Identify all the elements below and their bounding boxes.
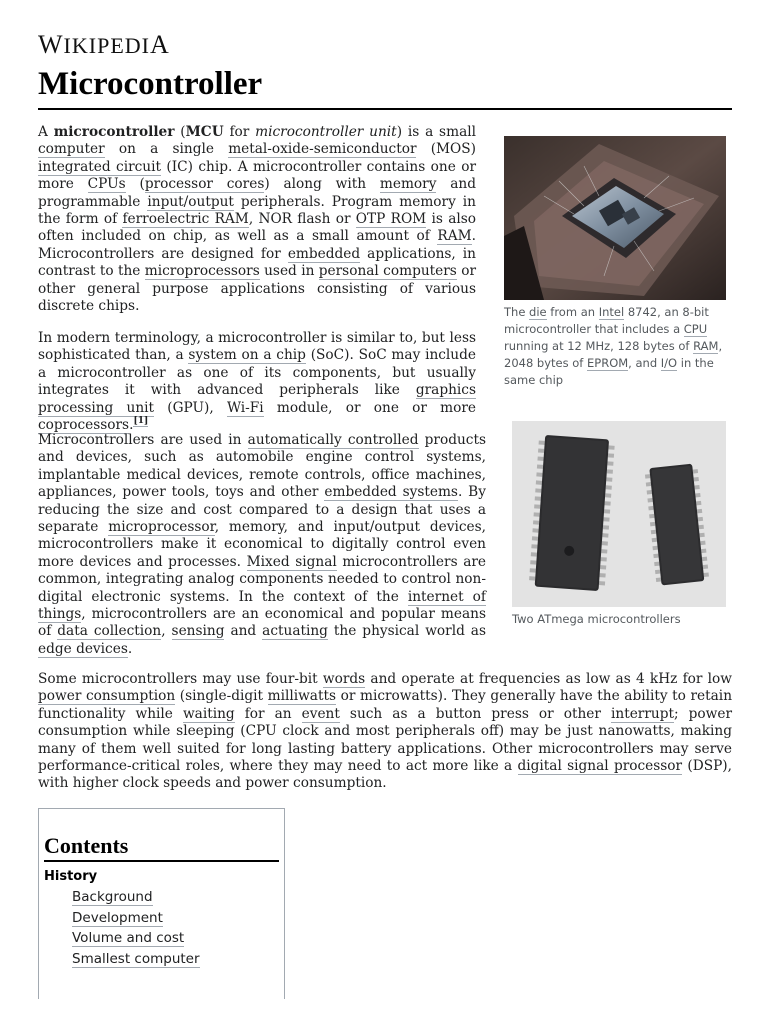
toc-item-development[interactable]: Development	[72, 909, 163, 926]
link-processor-cores[interactable]: processor cores	[144, 176, 265, 193]
link-sensing[interactable]: sensing	[171, 623, 225, 640]
title-rule	[38, 108, 732, 110]
link-io[interactable]: I/O	[660, 356, 678, 370]
link-interrupt[interactable]: interrupt	[611, 705, 674, 722]
link-caption-ram[interactable]: RAM	[693, 339, 719, 353]
atmega-chips-photo[interactable]	[512, 421, 726, 607]
reference-1[interactable]: [1]	[133, 416, 149, 427]
link-personal-computers[interactable]: personal computers	[318, 263, 457, 280]
figure-caption-intel-8742: The die from an Intel 8742, an 8-bit microcontroller that includes a CPU running at 12 MHz, 128 bytes of RAM, 2048 bytes of EPROM, and I/O in the same chip	[504, 305, 723, 387]
link-automatically-controlled[interactable]: automatically controlled	[247, 432, 419, 448]
intro-paragraph-3: Microcontrollers are used in automatically controlled products and devices, such as automobile engine control systems, implantable medical devices, remote controls, office machines, appliances, power tools, toys and other embedded systems. By reducing the size and cost compared to a design that uses a separate microprocessor, memory, and input/output devices, microcontrollers make it economical to digitally control even more devices and processes. Mixed signal microcontrollers are common, integrating analog components needed to control non-digital electronic systems. In the context of the internet of things, microcontrollers are an economical and popular means of data collection, sensing and actuating the physical world as edge devices.	[38, 432, 487, 657]
link-internet-of-things[interactable]: internet of things	[38, 588, 486, 623]
intro-paragraph-1: A microcontroller (MCU for microcontroller unit) is a small computer on a single metal-oxide-semiconductor (MOS) integrated circuit (IC) chip. A microcontroller contains one or more CPUs (processor cores) along with memory and programmable input/output peripherals. Program memory in the form of ferroelectric RAM, NOR flash or OTP ROM is also often included on chip, as well as a small amount of RAM. Microcontrollers are designed for embedded applications, in contrast to the microprocessors used in personal computers or other general purpose applications consisting of various discrete chips.	[38, 124, 477, 315]
link-embedded[interactable]: embedded	[287, 245, 361, 262]
link-system-on-a-chip[interactable]: system on a chip	[188, 347, 306, 364]
link-mos[interactable]: metal-oxide-semiconductor	[228, 141, 417, 158]
table-of-contents	[38, 808, 285, 999]
page-title: Microcontroller	[38, 66, 263, 102]
link-words[interactable]: words	[322, 671, 366, 687]
link-microprocessors[interactable]: microprocessors	[144, 263, 260, 280]
link-die[interactable]: die	[529, 305, 547, 319]
link-eprom[interactable]: EPROM	[587, 356, 629, 370]
link-milliwatts[interactable]: milliwatts	[267, 688, 336, 705]
contents-heading: Contents	[44, 833, 279, 862]
link-otp-rom[interactable]: OTP ROM	[355, 211, 427, 228]
link-memory[interactable]: memory	[379, 176, 437, 193]
link-cpu[interactable]: CPU	[683, 322, 708, 336]
link-cpus[interactable]: CPUs	[87, 176, 126, 193]
wikipedia-wordmark[interactable]: WIKIPEDIA	[38, 30, 170, 59]
link-edge-devices[interactable]: edge devices	[38, 640, 128, 657]
link-mixed-signal[interactable]: Mixed signal	[246, 553, 337, 570]
toc-subitems	[72, 887, 200, 969]
intel-8742-die-photo[interactable]	[504, 136, 726, 300]
figure-caption-atmega: Two ATmega microcontrollers	[512, 612, 681, 626]
link-wifi[interactable]: Wi-Fi	[226, 399, 264, 416]
link-input-output[interactable]: input/output	[147, 193, 234, 210]
term-microcontroller: microcontroller	[53, 124, 175, 140]
link-gpu[interactable]: graphics processing unit	[38, 382, 476, 416]
link-intel[interactable]: Intel	[598, 305, 625, 319]
link-coprocessors[interactable]: coprocessors	[38, 417, 130, 434]
toc-item-background[interactable]: Background	[72, 889, 153, 905]
link-microprocessor[interactable]: microprocessor	[108, 519, 215, 536]
term-mcu: MCU	[185, 124, 224, 140]
link-data-collection[interactable]: data collection	[57, 623, 162, 640]
link-computer[interactable]: computer	[38, 141, 105, 158]
link-waiting[interactable]: waiting	[182, 705, 235, 722]
link-integrated-circuit[interactable]: integrated circuit	[38, 158, 161, 175]
toc-item-history[interactable]: History	[44, 869, 98, 884]
link-embedded-systems[interactable]: embedded systems	[324, 484, 458, 501]
wordmark-last-letter: A	[149, 30, 170, 59]
link-power-consumption[interactable]: power consumption	[38, 688, 176, 705]
link-digital-signal-processor[interactable]: digital signal processor	[517, 758, 683, 775]
figure-atmega	[512, 421, 726, 628]
link-event[interactable]: event	[301, 705, 340, 722]
link-ferroelectric-ram[interactable]: ferroelectric RAM	[122, 211, 249, 228]
intro-paragraph-4: Some microcontrollers may use four-bit words and operate at frequencies as low as 4 kHz for low power consumption (single-digit milliwatts or microwatts). They generally have the ability to retain functionality while waiting for an event such as a button press or other interrupt; power consumption while sleeping (CPU clock and most peripherals off) may be just nanowatts, making many of them well suited for long lasting battery applications. Other microcontrollers may serve performance-critical roles, where they may need to act more like a digital signal processor (DSP), with higher clock speeds and power consumption.	[38, 671, 733, 792]
link-ram[interactable]: RAM	[437, 228, 472, 245]
link-actuating[interactable]: actuating	[262, 623, 328, 640]
toc-item-volume-and-cost[interactable]: Volume and cost	[72, 930, 185, 946]
figure-intel-8742-die	[504, 136, 726, 389]
intro-paragraph-2: In modern terminology, a microcontroller is similar to, but less sophisticated than, a system on a chip (SoC). SoC may include a microcontroller as one of its components, but usually integrates it with advanced peripherals like graphics processing unit (GPU), Wi-Fi module, or one or more coprocessors.[1]	[38, 330, 476, 434]
toc-item-smallest-computer[interactable]: Smallest computer	[72, 950, 200, 967]
